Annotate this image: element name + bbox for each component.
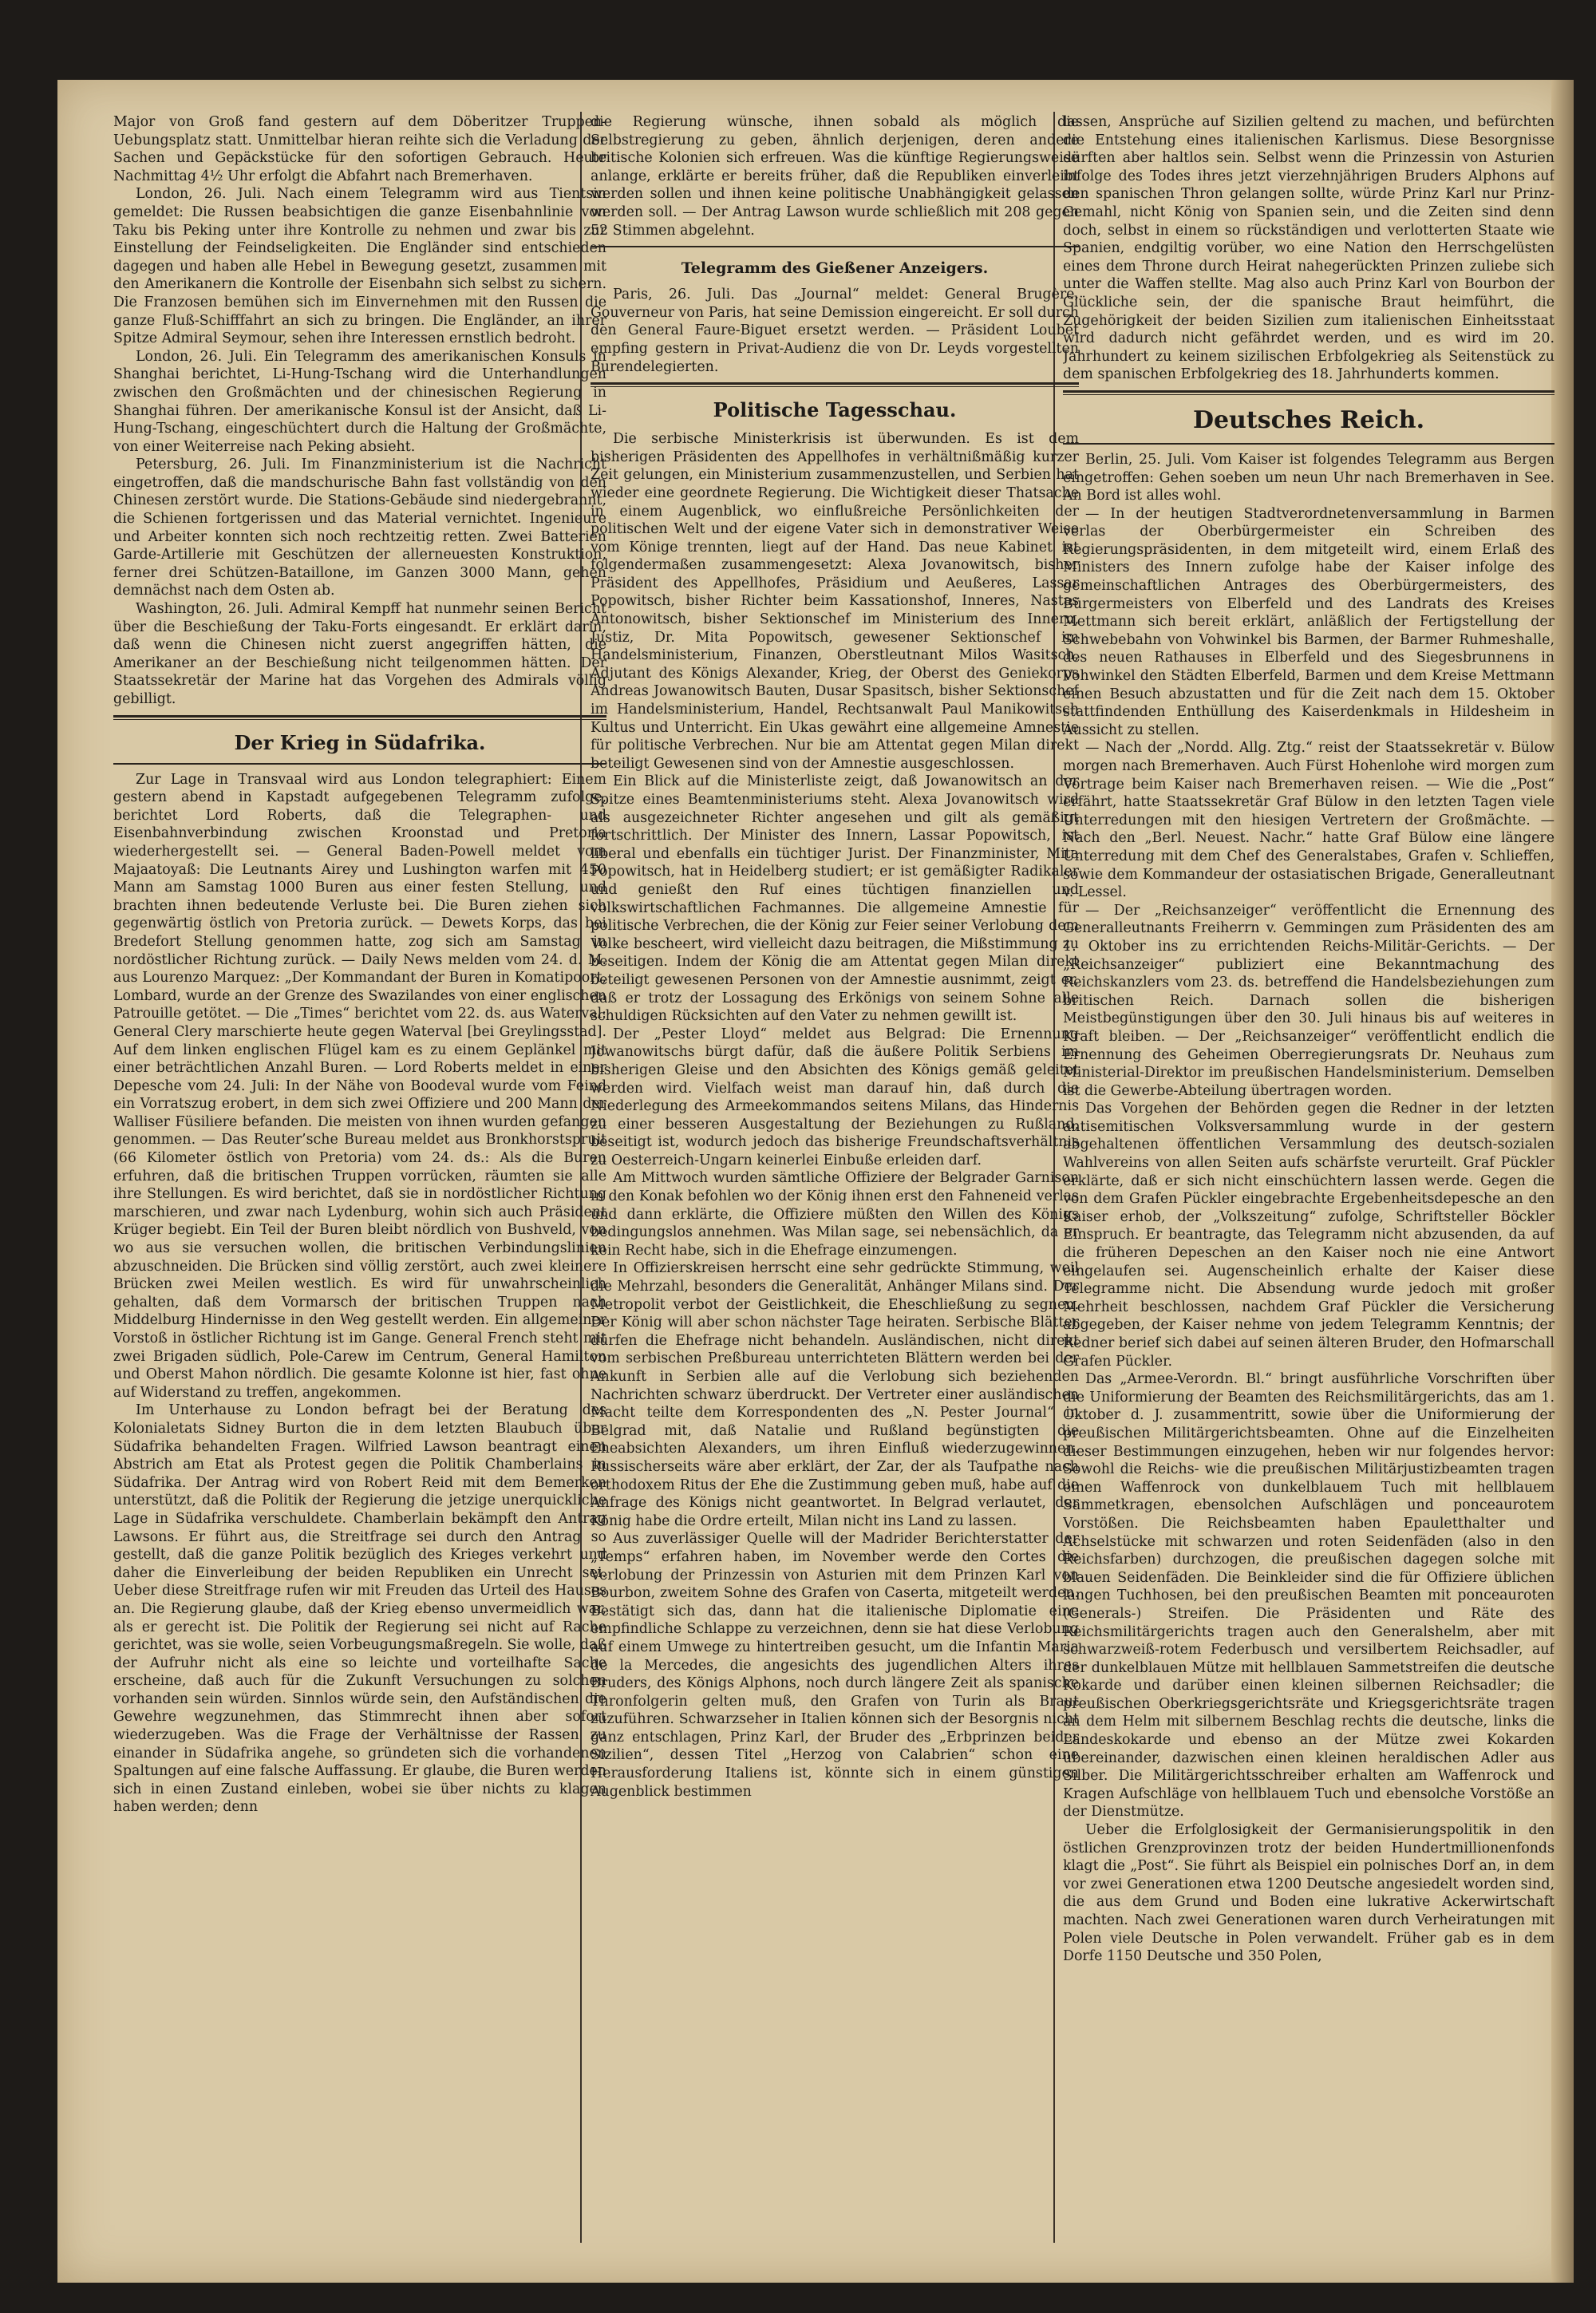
section-heading: Politische Tagesschau.	[713, 398, 957, 422]
article-paragraph: Der „Pester Lloyd“ meldet aus Belgrad: Die Ernennung Jowanowitschs bürgt dafür, daß die äußere Politik Serbiens im bisherigen Gleise und den Absichten des Königs gemäß geleitet werden wird. Vielfach weist man darauf hin, daß durch die Niederlegung des Armeekommandos seitens Milans, das Hindernis zu einer besseren Ausgestaltung der Beziehungen zu Rußland, beseitigt ist, wodurch jedoch das bisherige Freundschaftsverhältnis zu Oesterreich-Ungarn keinerlei Einbuße erleiden darf.	[591, 1026, 1079, 1168]
article-paragraph: London, 26. Juli. Nach einem Telegramm wird aus Tientsin gemeldet: Die Russen beabsichtigen die ganze Eisenbahnlinie von Taku bis Peking unter ihre Kontrolle zu nehmen und zwar bis zur Einstellung der Feindseligkeiten. Die Engländer sind entschieden dagegen und haben alle Hebel in Bewegung gesetzt, zusammen mit den Amerikanern die Kontrolle der Eisenbahn sich selbst zu sichern. Die Franzosen bemühen sich im Einvernehmen mit den Russen die ganze Fluß-Schifffahrt an sich zu bringen. Die Engländer, an ihrer Spitze Admiral Seymour, sehen ihre Interessen ernstlich bedroht.	[113, 186, 606, 347]
page-edge	[1551, 80, 1574, 2283]
article-paragraph: — Nach der „Nordd. Allg. Ztg.“ reist der Staatssekretär v. Bülow morgen nach Bremerhaven. Auch Fürst Hohenlohe wird morgen zum Vortrage beim Kaiser nach Bremerhaven reisen. — Wie die „Post“ erfährt, hatte Staatssekretär Graf Bülow in den letzten Tagen viele Unterredungen mit den hiesigen Vertretern der Großmächte. — Nach den „Berl. Neuest. Nachr.“ hatte Graf Bülow eine längere Unterredung mit dem Chef des Generalstabes, Grafen v. Schlieffen, sowie dem Kommandeur der ostasiatischen Brigade, Generalleutnant v. Lessel.	[1063, 740, 1555, 901]
article-paragraph: — In der heutigen Stadtverordnetenversammlung in Barmen verlas der Oberbürgermeister ein Schreiben des Regierungspräsidenten, in dem mitgeteilt wird, einem Erlaß des Ministers des Innern zufolge habe der Kaiser infolge des gemeinschaftlichen Antrages des Oberbürgermeisters, des Bürgermeisters von Elberfeld und des Landrats des Kreises Mettmann sich bereit erklärt, anläßlich der Fertigstellung der Schwebebahn von Vohwinkel bis Barmen, der Barmer Ruhmeshalle, des neuen Rathauses in Elberfeld und des Siegesbrunnens in Vohwinkel den Städten Elberfeld, Barmen und dem Kreise Mettmann einen Besuch abzustatten und für die Zeit nach dem 15. Oktober stattfindenden Enthüllung des Kaiserdenkmals in Hildesheim in Aussicht zu stellen.	[1063, 505, 1555, 738]
article-paragraph: Am Mittwoch wurden sämtliche Offiziere der Belgrader Garnison in den Konak befohlen wo der König ihnen erst den Fahneneid verlas und dann erklärte, die Offiziere müßten den Willen des Königs bedingungslos annehmen. Was Milan sage, sei nebensächlich, da er kein Recht habe, sich in die Ehefrage einzumengen.	[591, 1170, 1079, 1259]
section-heading: Telegramm des Gießener Anzeigers.	[681, 259, 989, 278]
section-divider	[113, 763, 606, 765]
article-paragraph: lassen, Ansprüche auf Sizilien geltend zu machen, und befürchten die Entstehung eines italienischen Karlismus. Diese Besorgnisse dürften aber haltlos sein. Selbst wenn die Prinzessin von Asturien infolge des Todes ihres jetzt vierzehnjährigen Bruders Alphons auf den spanischen Thron gelangen sollte, würde Prinz Karl nur Prinz-Gemahl, nicht König von Spanien sein, und die Zeiten sind denn doch, selbst in einem so rückständigen und verlotterten Staate wie Spanien, endgiltig vorüber, wo eine Nation den Herrschgelüsten eines dem Throne durch Heirat nahegerückten Prinzen zuliebe sich unter die Waffen stellte. Mag also auch Prinz Karl von Bourbon der Glückliche sein, der die spanische Braut heimführt, die Zugehörigkeit der beiden Sizilien zum italienischen Einheitsstaat wird dadurch nicht gefährdet werden, und es wird im 20. Jahrhundert zu keinem sizilischen Erbfolgekrieg als Seitenstück zu dem spanischen Erbfolgekrieg des 18. Jahrhunderts kommen.	[1063, 114, 1555, 383]
article-paragraph: Major von Groß fand gestern auf dem Döberitzer Truppen-Uebungsplatz statt. Unmittelbar hieran reihte sich die Verladung der Sachen und Gepäckstücke für den sofortigen Gebrauch. Heute Nachmittag 4½ Uhr erfolgt die Abfahrt nach Bremerhaven.	[113, 114, 606, 184]
article-paragraph: Das „Armee-Verordn. Bl.“ bringt ausführliche Vorschriften über die Uniformierung der Beamten des Reichsmilitärgerichts, das am 1. Oktober d. J. zusammentritt, sowie über die Uniformierung der preußischen Militärgerichtsbeamten. Ohne auf die Einzelheiten dieser Bestimmungen einzugehen, heben wir nur folgendes hervor: Sowohl die Reichs- wie die preußischen Militärjustizbeamten tragen einen Waffenrock von dunkelblauem Tuch mit hellblauem Sammetkragen, ebensolchen Aufschlägen und ponceaurotem Vorstößen. Die Reichsbeamten haben Epauletthalter und Achselstücke mit schwarzen und roten Seidenfäden (also in den Reichsfarben) durchzogen, die preußischen dagegen solche mit blauen Seidenfäden. Die Beinkleider sind die für Offiziere üblichen langen Tuchhosen, bei den preußischen Beamten mit ponceauroten (Generals-) Streifen. Die Präsidenten und Räte des Reichsmilitärgerichts tragen auch den Generalshelm, aber mit schwarzweiß-rotem Federbusch und versilbertem Reichsadler, auf der dunkelblauen Mütze mit hellblauen Sammetstreifen die deutsche Kokarde und darüber einen kleinen silbernen Reichsadler; die preußischen Oberkriegsgerichtsräte und Kriegsgerichtsräte tragen an dem Helm mit silbernem Beschlag rechts die deutsche, links die Landeskokarde und ebenso an der Mütze zwei Kokarden übereinander, dazwischen einen kleinen heraldischen Adler aus Silber. Die Militärgerichtsschreiber erhalten am Waffenrock und Kragen Aufschläge von hellblauem Tuch und ebensolche Vorstöße an der Dienstmütze.	[1063, 1371, 1555, 1821]
column-middle	[591, 113, 1079, 2251]
article-paragraph: Ueber die Erfolglosigkeit der Germanisierungspolitik in den östlichen Grenzprovinzen trotz der beiden Hundertmillionenfonds klagt die „Post“. Sie führt als Beispiel ein polnisches Dorf an, in dem vor zwei Generationen etwa 1200 Deutsche angesiedelt worden sind, die aus dem Grund und Boden eine lukrative Ackerwirtschaft machten. Nach zwei Generationen waren durch Verheiratungen mit Polen viele Deutsche in Polen verwandelt. Früher gab es in dem Dorfe 1150 Deutsche und 350 Polen,	[1063, 1822, 1555, 1965]
section-divider	[591, 382, 1079, 387]
newspaper-page	[57, 80, 1574, 2283]
article-paragraph: Petersburg, 26. Juli. Im Finanzministerium ist die Nachricht eingetroffen, daß die mandschurische Bahn fast vollständig von den Chinesen zerstört wurde. Die Stations-Gebäude sind niedergebrannt, die Schienen fortgerissen und das Material vernichtet. Ingenieure und Arbeiter konnten sich noch rechtzeitig retten. Zwei Batterien Garde-Artillerie mit Geschützen der allerneuesten Konstruktion, ferner drei Schützen-Bataillone, im Ganzen 3000 Mann, gehen demnächst nach dem Osten ab.	[113, 457, 606, 599]
article-paragraph: Zur Lage in Transvaal wird aus London telegraphiert: Einem gestern abend in Kapstadt aufgegebenen Telegramm zufolge, berichtet Lord Roberts, daß die Telegraphen- und Eisenbahnverbindung zwischen Kroonstad und Pretoria wiederhergestellt sei. — General Baden-Powell meldet vom Majaatoyaß: Die Leutnants Airey und Lushington warfen mit 450 Mann am Samstag 1000 Buren aus einer festen Stellung, und brachten ihnen bedeutende Verluste bei. Die Buren ziehen sich gegenwärtig östlich von Pretoria zurück. — Dewets Korps, das bei Bredefort Stellung genommen hatte, zog sich am Samstag in nordöstlicher Richtung zurück. — Daily News melden vom 24. d. M. aus Lourenzo Marquez: „Der Kommandant der Buren in Komatipoort, Lombard, wurde an der Grenze des Swazilandes von einer englischen Patrouille getötet. — Die „Times“ berichtet vom 22. ds. aus Waterval: General Clery marschierte heute gegen Waterval [bei Greylingsstad]. Auf dem linken englischen Flügel kam es zu einem Geplänkel mit einer beträchtlichen Anzahl Buren. — Lord Roberts meldet in einer Depesche vom 24. Juli: In der Nähe von Boodeval wurde vom Feind ein Vorratszug erobert, in dem sich zwei Offiziere und 200 Mann der Walliser Füsiliere befanden. Die meisten von ihnen wurden gefangen genommen. — Das Reuter’sche Bureau meldet aus Bronkhorstspruit (66 Kilometer östlich von Pretoria) vom 24. ds.: Als die Buren erfuhren, daß die britischen Truppen vorrücken, räumten sie alle ihre Stellungen. Es wird berichtet, daß sie in nordöstlicher Richtung marschieren, und zwar nach Lydenburg, wohin sich auch Präsident Krüger begiebt. Ein Teil der Buren bleibt nördlich von Bushveld, von wo aus sie versuchen wollen, die britischen Verbindungslinien abzuschneiden. Die Brücken sind völlig zerstört, auch zwei kleinere Brücken zwei Meilen westlich. Es wird für unwahrscheinlich gehalten, daß dem Vormarsch der britischen Truppen nach Middelburg Hindernisse in den Weg gestellt werden. Ein allgemeiner Vorstoß in östlicher Richtung ist im Gange. General French steht mit zwei Brigaden südlich, Pole-Carew im Centrum, General Hamilton und Oberst Mahon nördlich. Die gesamte Kolonne ist hier, fast ohne auf Widerstand zu treffen, angekommen.	[113, 771, 606, 1401]
article-paragraph: Ein Blick auf die Ministerliste zeigt, daß Jowanowitsch an der Spitze eines Beamtenministeriums steht. Alexa Jovanowitsch wird als ausgezeichneter Richter angesehen und gilt als gemäßigt fortschrittlich. Der Minister des Innern, Lassar Popowitsch, ist liberal und ebenfalls ein tüchtiger Jurist. Der Finanzminister, Mita Popowitsch, hat in Heidelberg studiert; er ist gemäßigter Radikaler und genießt den Ruf eines tüchtigen finanziellen und volkswirtschaftlichen Fachmannes. Die allgemeine Amnestie für politische Verbrechen, die der König zur Feier seiner Verlobung dem Volke bescheert, wird vielleicht dazu beitragen, die Mißstimmung zu beseitigen. Indem der König die am Attentat gegen Milan direkt beteiligt gewesenen Personen von der Amnestie ausnimmt, zeigt er, daß er trotz der Lossagung des Erkönigs von seinem Sohne alle schuldigen Rücksichten auf den Vater zu nehmen gewillt ist.	[591, 773, 1079, 1025]
column-right	[1063, 113, 1555, 2251]
article-paragraph: Die serbische Ministerkrisis ist überwunden. Es ist dem bisherigen Präsidenten des Appellhofes in verhältnißmäßig kurzer Zeit gelungen, ein Ministerium zusammenzustellen, und Serbien hat wieder eine geordnete Regierung. Die Wichtigkeit dieser Thatsache in einem Augenblick, wo einflußreiche Persönlichkeiten der politischen Welt und der eigene Vater sich in demonstrativer Weise vom Könige trennten, liegt auf der Hand. Das neue Kabinet ist folgendermaßen zusammengesetzt: Alexa Jovanowitsch, bisher Präsident des Appellhofes, Präsidium und Aeußeres, Lassar Popowitsch, bisher Richter beim Kassationshof, Inneres, Nastas Antonowitsch, bisher Sektionschef im Ministerium des Innern, Justiz, Dr. Mita Popowitsch, gewesener Sektionschef im Handelsministerium, Finanzen, Oberstleutnant Milos Wasitsch, Adjutant des Königs Alexander, Krieg, der Oberst des Geniekorps Andreas Jowanowitsch Bauten, Dusar Spasitsch, bisher Sektionschef im Handelsministerium, Handel, Rechtsanwalt Paul Manikowitsch Kultus und Unterricht. Ein Ukas gewährt eine allgemeine Amnestie für politische Verbrechen. Nur bie am Attentat gegen Milan direkt beteiligt Gewesenen sind von der Amnestie ausgeschlossen.	[591, 431, 1079, 772]
article-paragraph: Im Unterhause zu London befragt bei der Beratung des Kolonialetats Sidney Burton die in dem letzten Blaubuch über Südafrika behandelten Fragen. Wilfried Lawson beantragt einen Abstrich am Etat als Protest gegen die Politik Chamberlains in Südafrika. Der Antrag wird von Robert Reid mit dem Bemerken unterstützt, daß die Politik der Regierung die jetzige unerquickliche Lage in Südafrika verschuldete. Chamberlain bekämpft den Antrag Lawsons. Er führt aus, die Streitfrage sei durch den Antrag so gestellt, daß die ganze Politik bezüglich des Krieges verkehrt und daher die Einverleibung der beiden Republiken ein Unrecht sei. Ueber diese Streitfrage rufen wir mit Freuden das Urteil des Hauses an. Die Regierung glaube, daß der Krieg ebenso unvermeidlich war, als er gerecht ist. Die Politik der Regierung sei nicht auf Rache gerichtet, was sie wolle, seien Vorbeugungsmaßregeln. Sie wolle, daß der Aufruhr nicht als eine so leichte und vorteilhafte Sache erscheine, daß auch für die Zukunft Versuchungen zu solchen vorhanden sein würden. Sinnlos würde sein, den Aufständischen die Gewehre wegzunehmen, das Stimmrecht ihnen aber sofort wiederzugeben. Was die Frage der Verhältnisse der Rassen zu einander in Südafrika angehe, so gründeten sich die vorhandenen Spaltungen auf eine falsche Auffassung. Er glaube, die Buren werden sich in einen Zustand einleben, wobei sie über nichts zu klagen haben werden; denn	[113, 1402, 606, 1816]
section-divider	[1063, 443, 1555, 445]
article-paragraph: Das Vorgehen der Behörden gegen die Redner in der letzten antisemitischen Volksversammlung wurde in der gestern abgehaltenen öffentlichen Versammlung des deutsch-sozialen Wahlvereins von allen Seiten aufs schärfste verurteilt. Graf Pückler erklärte, daß er sich nicht einschüchtern lassen werde. Gegen die von dem Grafen Pückler eingebrachte Ergebenheitsdepesche an den Kaiser erhob, der „Volkszeitung“ zufolge, Schriftsteller Böckler Einspruch. Er beantragte, das Telegramm nicht abzusenden, da auf die früheren Depeschen an den Kaiser noch nie eine Antwort eingelaufen sei. Augenscheinlich erhalte der Kaiser diese Telegramme nicht. Die Absendung wurde jedoch mit großer Mehrheit beschlossen, nachdem Graf Pückler die Versicherung abgegeben, der Kaiser nehme von jedem Telegramm Kenntnis; der Redner berief sich dabei auf seinen älteren Bruder, den Hofmarschall Grafen Pückler.	[1063, 1101, 1555, 1370]
column-left	[113, 113, 606, 2251]
section-divider	[591, 246, 1079, 247]
article-paragraph: die Regierung wünsche, ihnen sobald als möglich die Selbstregierung zu geben, ähnlich derjenigen, deren andere britische Kolonien sich erfreuen. Was die künftige Regierungsweise anlange, erklärte er bereits früher, daß die Republiken einverleibt werden sollen und ihnen keine politische Unabhängigkeit gelassen werden soll. — Der Antrag Lawson wurde schließlich mit 208 gegen 52 Stimmen abgelehnt.	[591, 114, 1079, 239]
article-paragraph: Aus zuverlässiger Quelle will der Madrider Berichterstatter der „Temps“ erfahren haben, im November werde den Cortes die Verlobung der Prinzessin von Asturien mit dem Prinzen Karl von Bourbon, zweitem Sohne des Grafen von Caserta, mitgeteilt werden. Bestätigt sich das, dann hat die italienische Diplomatie eine empfindliche Schlappe zu verzeichnen, denn sie hat diese Verlobung auf einem Umwege zu hintertreiben gesucht, um die Infantin Maria de la Mercedes, die angesichts des jugendlichen Alters ihres Bruders, des Königs Alphons, noch durch längere Zeit als spanische Thronfolgerin gelten muß, den Grafen von Turin als Braut zuzuführen. Schwarzseher in Italien können sich der Besorgnis nicht ganz entschlagen, Prinz Karl, der Bruder des „Erbprinzen beider Sizilien“, dessen Titel „Herzog von Calabrien“ schon eine Herausforderung Italiens ist, könnte sich in einem günstigen Augenblick bestimmen	[591, 1531, 1079, 1800]
article-paragraph: In Offizierskreisen herrscht eine sehr gedrückte Stimmung, weil die Mehrzahl, besonders die Generalität, Anhänger Milans sind. Der Metropolit verbot der Geistlichkeit, die Eheschließung zu segnen. Der König will aber schon nächster Tage heiraten. Serbische Blätter dürfen die Ehefrage nicht behandeln. Ausländischen, nicht direkt vom serbischen Preßbureau unterrichteten Blättern werden bei der Ankunft in Serbien alle auf die Verlobung sich beziehenden Nachrichten schwarz überdruckt. Der Vertreter einer ausländischen Macht teilte dem Korrespondenten des „N. Pester Journal“ in Belgrad mit, daß Natalie und Rußland begünstigten die Eheabsichten Alexanders, um ihren Einfluß wiederzugewinnen. Russischerseits wäre aber erklärt, der Zar, der als Taufpathe nach orthodoxem Ritus der Ehe die Zustimmung geben muß, habe auf die Anfrage des Königs nicht geantwortet. In Belgrad verlautet, der König habe die Ordre erteilt, Milan nicht ins Land zu lassen.	[591, 1260, 1079, 1529]
article-paragraph: Berlin, 25. Juli. Vom Kaiser ist folgendes Telegramm aus Bergen eingetroffen: Gehen soeben um neun Uhr nach Bremerhaven in See. An Bord ist alles wohl.	[1063, 451, 1555, 504]
section-divider	[113, 715, 606, 720]
article-paragraph: London, 26. Juli. Ein Telegramm des amerikanischen Konsuls in Shanghai berichtet, Li-Hung-Tschang wird die Unterhandlungen zwischen den Großmächten und der chinesischen Regierung in Shanghai führen. Der amerikanische Konsul ist der Ansicht, daß Li-Hung-Tschang, eingeschüchtert durch die Haltung der Großmächte, von einer Weiterreise nach Peking absieht.	[113, 348, 606, 455]
section-heading: Der Krieg in Südafrika.	[234, 730, 486, 754]
article-paragraph: — Der „Reichsanzeiger“ veröffentlicht die Ernennung des Generalleutnants Freiherrn v. Gemmingen zum Präsidenten des am 1. Oktober ins zu errichtenden Reichs-Militär-Gerichts. — Der „Reichsanzeiger“ publiziert eine Bekanntmachung des Reichskanzlers vom 23. ds. betreffend die Handelsbeziehungen zum britischen Reich. Darnach sollen die bisherigen Meistbegünstigungen über den 30. Juli hinaus bis auf weiteres in Kraft bleiben. — Der „Reichsanzeiger“ veröffentlicht endlich die Ernennung des Geheimen Oberregierungsrats Dr. Neuhaus zum Ministerial-Direktor im preußischen Handelsministerium. Demselben ist die Gewerbe-Abteilung übertragen worden.	[1063, 902, 1555, 1099]
section-divider	[1063, 390, 1555, 395]
article-paragraph: Paris, 26. Juli. Das „Journal“ meldet: General Brugère, Gouverneur von Paris, hat seine Demission eingereicht. Er soll durch den General Faure-Biguet ersetzt werden. — Präsident Loubet empfing gestern in Privat-Audienz die von Dr. Leyds vorgestellten Burendelegierten.	[591, 287, 1079, 375]
article-paragraph: Washington, 26. Juli. Admiral Kempff hat nunmehr seinen Bericht über die Beschießung der Taku-Forts eingesandt. Er erklärt darin, daß wenn die Chinesen nicht zuerst angegriffen hätten, die Amerikaner an der Beschießung nicht teilgenommen hätten. Der Staatssekretär der Marine hat das Vorgehen des Admirals völlig gebilligt.	[113, 601, 606, 707]
section-heading: Deutsches Reich.	[1192, 405, 1425, 434]
